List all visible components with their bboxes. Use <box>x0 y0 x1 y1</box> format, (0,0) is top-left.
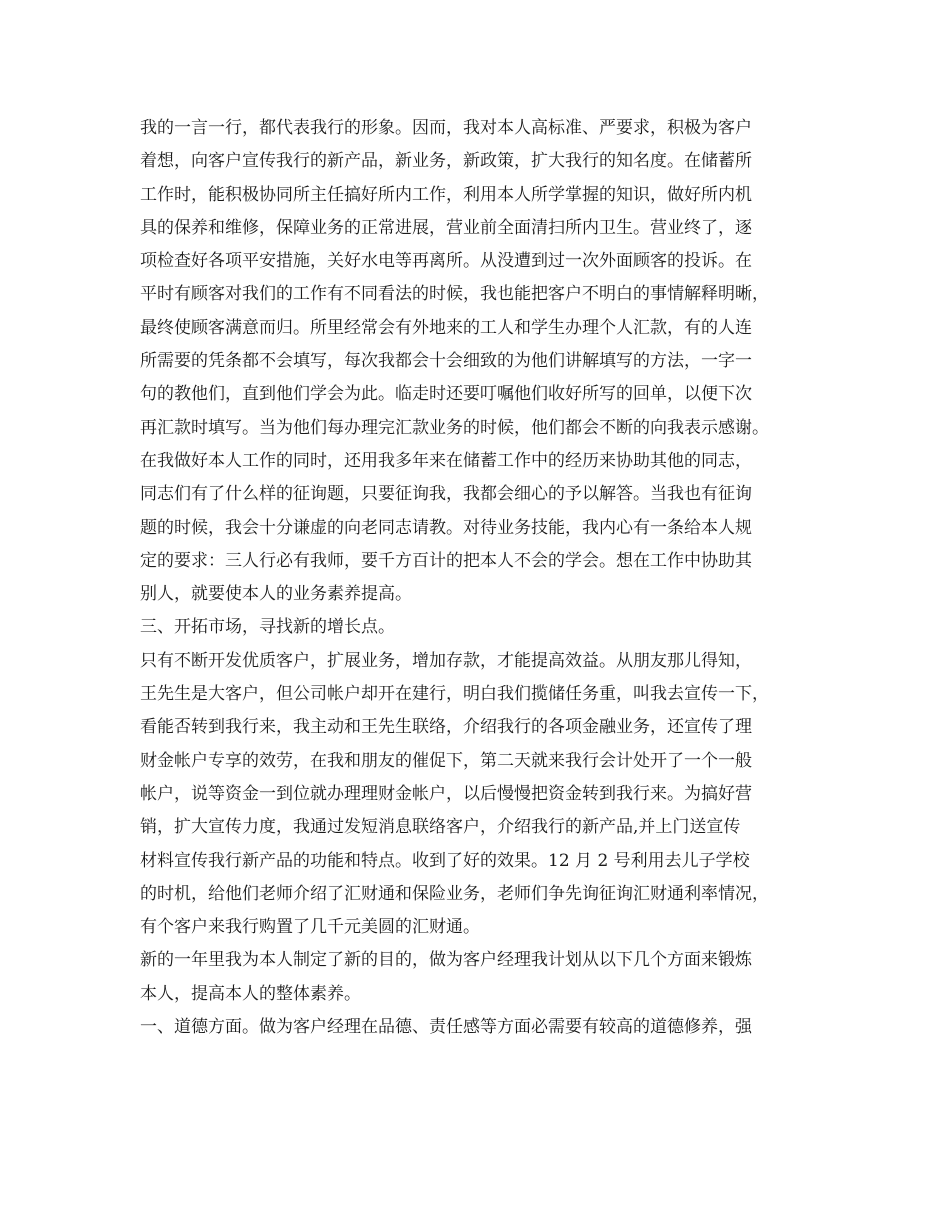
text-line: 同志们有了什么样的征询题，只要征询我，我都会细心的予以解答。当我也有征询 <box>140 484 752 505</box>
text-line: 平时有顾客对我们的工作有不同看法的时候，我也能把客户不明白的事情解释明晰， <box>140 284 769 305</box>
text-line: 有个客户来我行购置了几千元美圆的汇财通。 <box>140 917 480 938</box>
text-line: 定的要求：三人行必有我师，要千方百计的把本人不会的学会。想在工作中协助其 <box>140 550 752 571</box>
text-line: 销，扩大宣传力度，我通过发短消息联络客户，介绍我行的新产品,并上门送宣传 <box>140 817 741 838</box>
text-line: 别人，就要使本人的业务素养提高。 <box>140 584 412 605</box>
document-body <box>140 112 830 1044</box>
text-line: 具的保养和维修，保障业务的正常进展，营业前全面清扫所内卫生。营业终了，逐 <box>140 217 752 238</box>
text-line: 在我做好本人工作的同时，还用我多年来在储蓄工作中的经历来协助其他的同志， <box>140 450 752 471</box>
text-line: 看能否转到我行来，我主动和王先生联络，介绍我行的各项金融业务，还宣传了理 <box>140 717 752 738</box>
text-line: 王先生是大客户，但公司帐户却开在建行，明白我们揽储任务重，叫我去宣传一下， <box>140 684 769 705</box>
text-line: 题的时候，我会十分谦虚的向老同志请教。对待业务技能，我内心有一条给本人规 <box>140 517 752 538</box>
text-line: 材料宣传我行新产品的功能和特点。收到了好的效果。12 月 2 号利用去儿子学校 <box>140 850 750 871</box>
text-line: 本人，提高本人的整体素养。 <box>140 983 361 1004</box>
section-heading: 三、开拓市场，寻找新的增长点。 <box>140 617 395 638</box>
text-line: 我的一言一行，都代表我行的形象。因而，我对本人高标准、严要求，积极为客户 <box>140 118 752 138</box>
text-line: 帐户，说等资金一到位就办理理财金帐户，以后慢慢把资金转到我行来。为搞好营 <box>140 783 752 804</box>
text-line: 再汇款时填写。当为他们每办理完汇款业务的时候，他们都会不断的向我表示感谢。 <box>140 417 769 438</box>
text-line: 句的教他们，直到他们学会为此。临走时还要叮嘱他们收好所写的回单，以便下次 <box>140 384 752 405</box>
section-heading: 一、道德方面。做为客户经理在品德、责任感等方面必需要有较高的道德修养，强 <box>140 1017 752 1038</box>
text-line: 项检查好各项平安措施，关好水电等再离所。从没遭到过一次外面顾客的投诉。在 <box>140 251 752 272</box>
text-line: 工作时，能积极协同所主任搞好所内工作，利用本人所学掌握的知识，做好所内机 <box>140 184 752 205</box>
text-line: 所需要的凭条都不会填写，每次我都会十会细致的为他们讲解填写的方法，一字一 <box>140 351 752 372</box>
text-line: 财金帐户专享的效劳，在我和朋友的催促下，第二天就来我行会计处开了一个一般 <box>140 750 752 771</box>
text-line: 新的一年里我为本人制定了新的目的，做为客户经理我计划从以下几个方面来锻炼 <box>140 950 752 971</box>
text-line: 最终使顾客满意而归。所里经常会有外地来的工人和学生办理个人汇款，有的人连 <box>140 317 752 338</box>
text-line: 只有不断开发优质客户，扩展业务，增加存款，才能提高效益。从朋友那儿得知， <box>140 650 752 671</box>
text-line: 着想，向客户宣传我行的新产品，新业务，新政策，扩大我行的知名度。在储蓄所 <box>140 151 752 172</box>
text-line: 的时机，给他们老师介绍了汇财通和保险业务，老师们争先询征询汇财通利率情况， <box>140 883 769 904</box>
